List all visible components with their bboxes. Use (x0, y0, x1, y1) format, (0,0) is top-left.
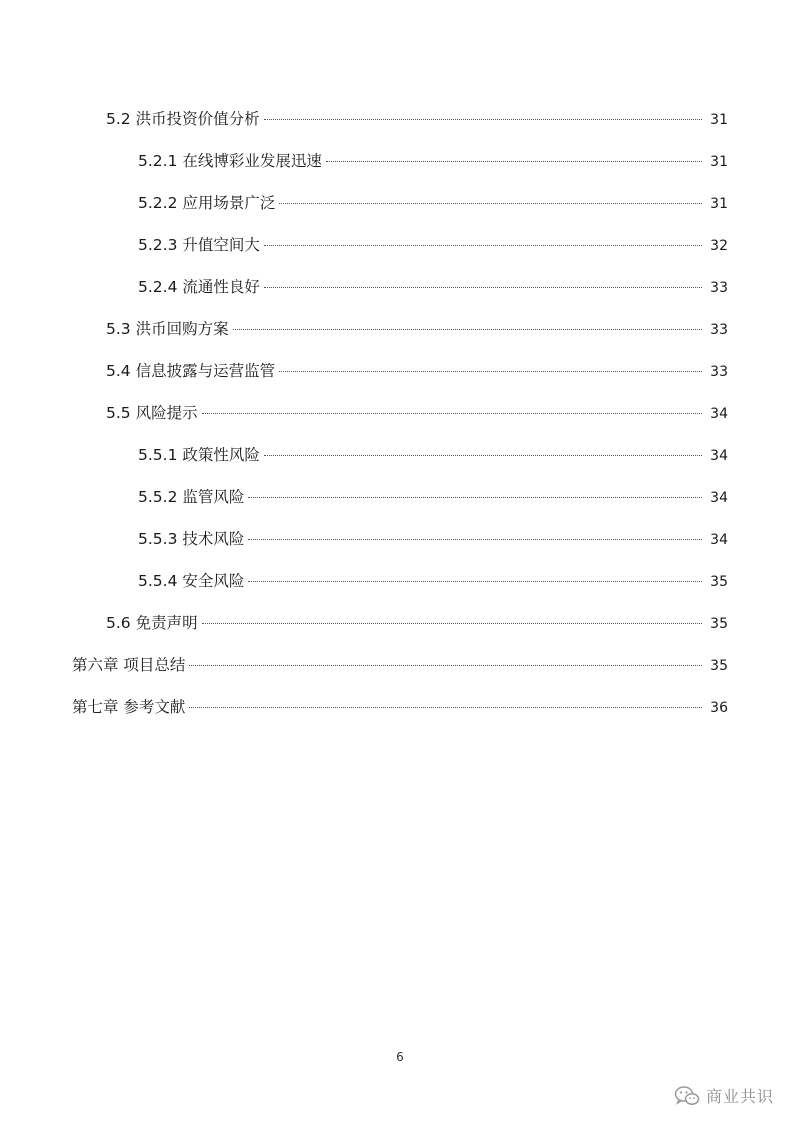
toc-entry-label: 第六章 项目总结 (72, 656, 186, 674)
toc-entry-label: 5.2 洪币投资价值分析 (106, 110, 260, 128)
toc-leader-dots (248, 497, 702, 498)
toc-entry-page: 36 (710, 700, 728, 716)
toc-entry-label: 5.2.3 升值空间大 (138, 236, 260, 254)
toc-entry[interactable] (72, 653, 728, 677)
toc-entry[interactable] (138, 485, 728, 509)
toc-entry-label: 5.5.2 监管风险 (138, 488, 245, 506)
watermark-text: 商业共识 (705, 1087, 774, 1106)
toc-entry-label: 5.3 洪币回购方案 (106, 320, 229, 338)
toc-entry-page: 34 (710, 406, 728, 422)
toc-leader-dots (279, 203, 702, 204)
watermark (674, 1084, 774, 1107)
toc-entry-page: 31 (710, 112, 728, 128)
toc-leader-dots (264, 119, 702, 120)
toc-leader-dots (248, 539, 702, 540)
toc-entry-label: 5.2.1 在线博彩业发展迅速 (138, 152, 322, 170)
toc-entry-label: 5.5.1 政策性风险 (138, 446, 260, 464)
page-number: 6 (396, 1050, 404, 1064)
toc-entry[interactable] (138, 191, 728, 215)
toc-entry[interactable] (106, 401, 728, 425)
toc-entry-label: 5.5.3 技术风险 (138, 530, 245, 548)
toc-leader-dots (279, 371, 702, 372)
toc-entry[interactable] (138, 527, 728, 551)
toc-entry-page: 33 (710, 280, 728, 296)
toc-entry[interactable] (106, 107, 728, 131)
toc-entry-label: 5.5 风险提示 (106, 404, 198, 422)
toc-entry-page: 33 (710, 322, 728, 338)
toc-entry-page: 31 (710, 196, 728, 212)
toc-leader-dots (202, 413, 702, 414)
toc-entry-page: 35 (710, 658, 728, 674)
toc-entry[interactable] (138, 233, 728, 257)
toc-entry[interactable] (106, 359, 728, 383)
toc-entry-page: 31 (710, 154, 728, 170)
toc-entry[interactable] (138, 569, 728, 593)
toc-entry-label: 第七章 参考文献 (72, 698, 186, 716)
toc-leader-dots (264, 245, 702, 246)
toc-entry-page: 33 (710, 364, 728, 380)
toc-entry-label: 5.5.4 安全风险 (138, 572, 245, 590)
toc-leader-dots (264, 455, 702, 456)
toc-leader-dots (264, 287, 702, 288)
toc-entry-label: 5.2.2 应用场景广泛 (138, 194, 276, 212)
toc-entry-label: 5.6 免责声明 (106, 614, 198, 632)
toc-entry[interactable] (106, 611, 728, 635)
wechat-icon (674, 1085, 700, 1107)
toc-entry[interactable] (138, 275, 728, 299)
toc-leader-dots (189, 707, 702, 708)
toc-entry-page: 32 (710, 238, 728, 254)
toc-leader-dots (248, 581, 702, 582)
toc-entry-label: 5.4 信息披露与运营监管 (106, 362, 276, 380)
toc-leader-dots (326, 161, 702, 162)
toc-leader-dots (189, 665, 702, 666)
toc-entry-page: 34 (710, 532, 728, 548)
toc-entry-label: 5.2.4 流通性良好 (138, 278, 260, 296)
toc-entry[interactable] (138, 149, 728, 173)
toc-entry-page: 35 (710, 616, 728, 632)
toc-entry[interactable] (106, 317, 728, 341)
toc-entry[interactable] (72, 695, 728, 719)
toc-entry-page: 35 (710, 574, 728, 590)
toc-entry[interactable] (138, 443, 728, 467)
toc-entry-page: 34 (710, 448, 728, 464)
toc-leader-dots (233, 329, 702, 330)
toc-entry-page: 34 (710, 490, 728, 506)
toc-leader-dots (202, 623, 702, 624)
